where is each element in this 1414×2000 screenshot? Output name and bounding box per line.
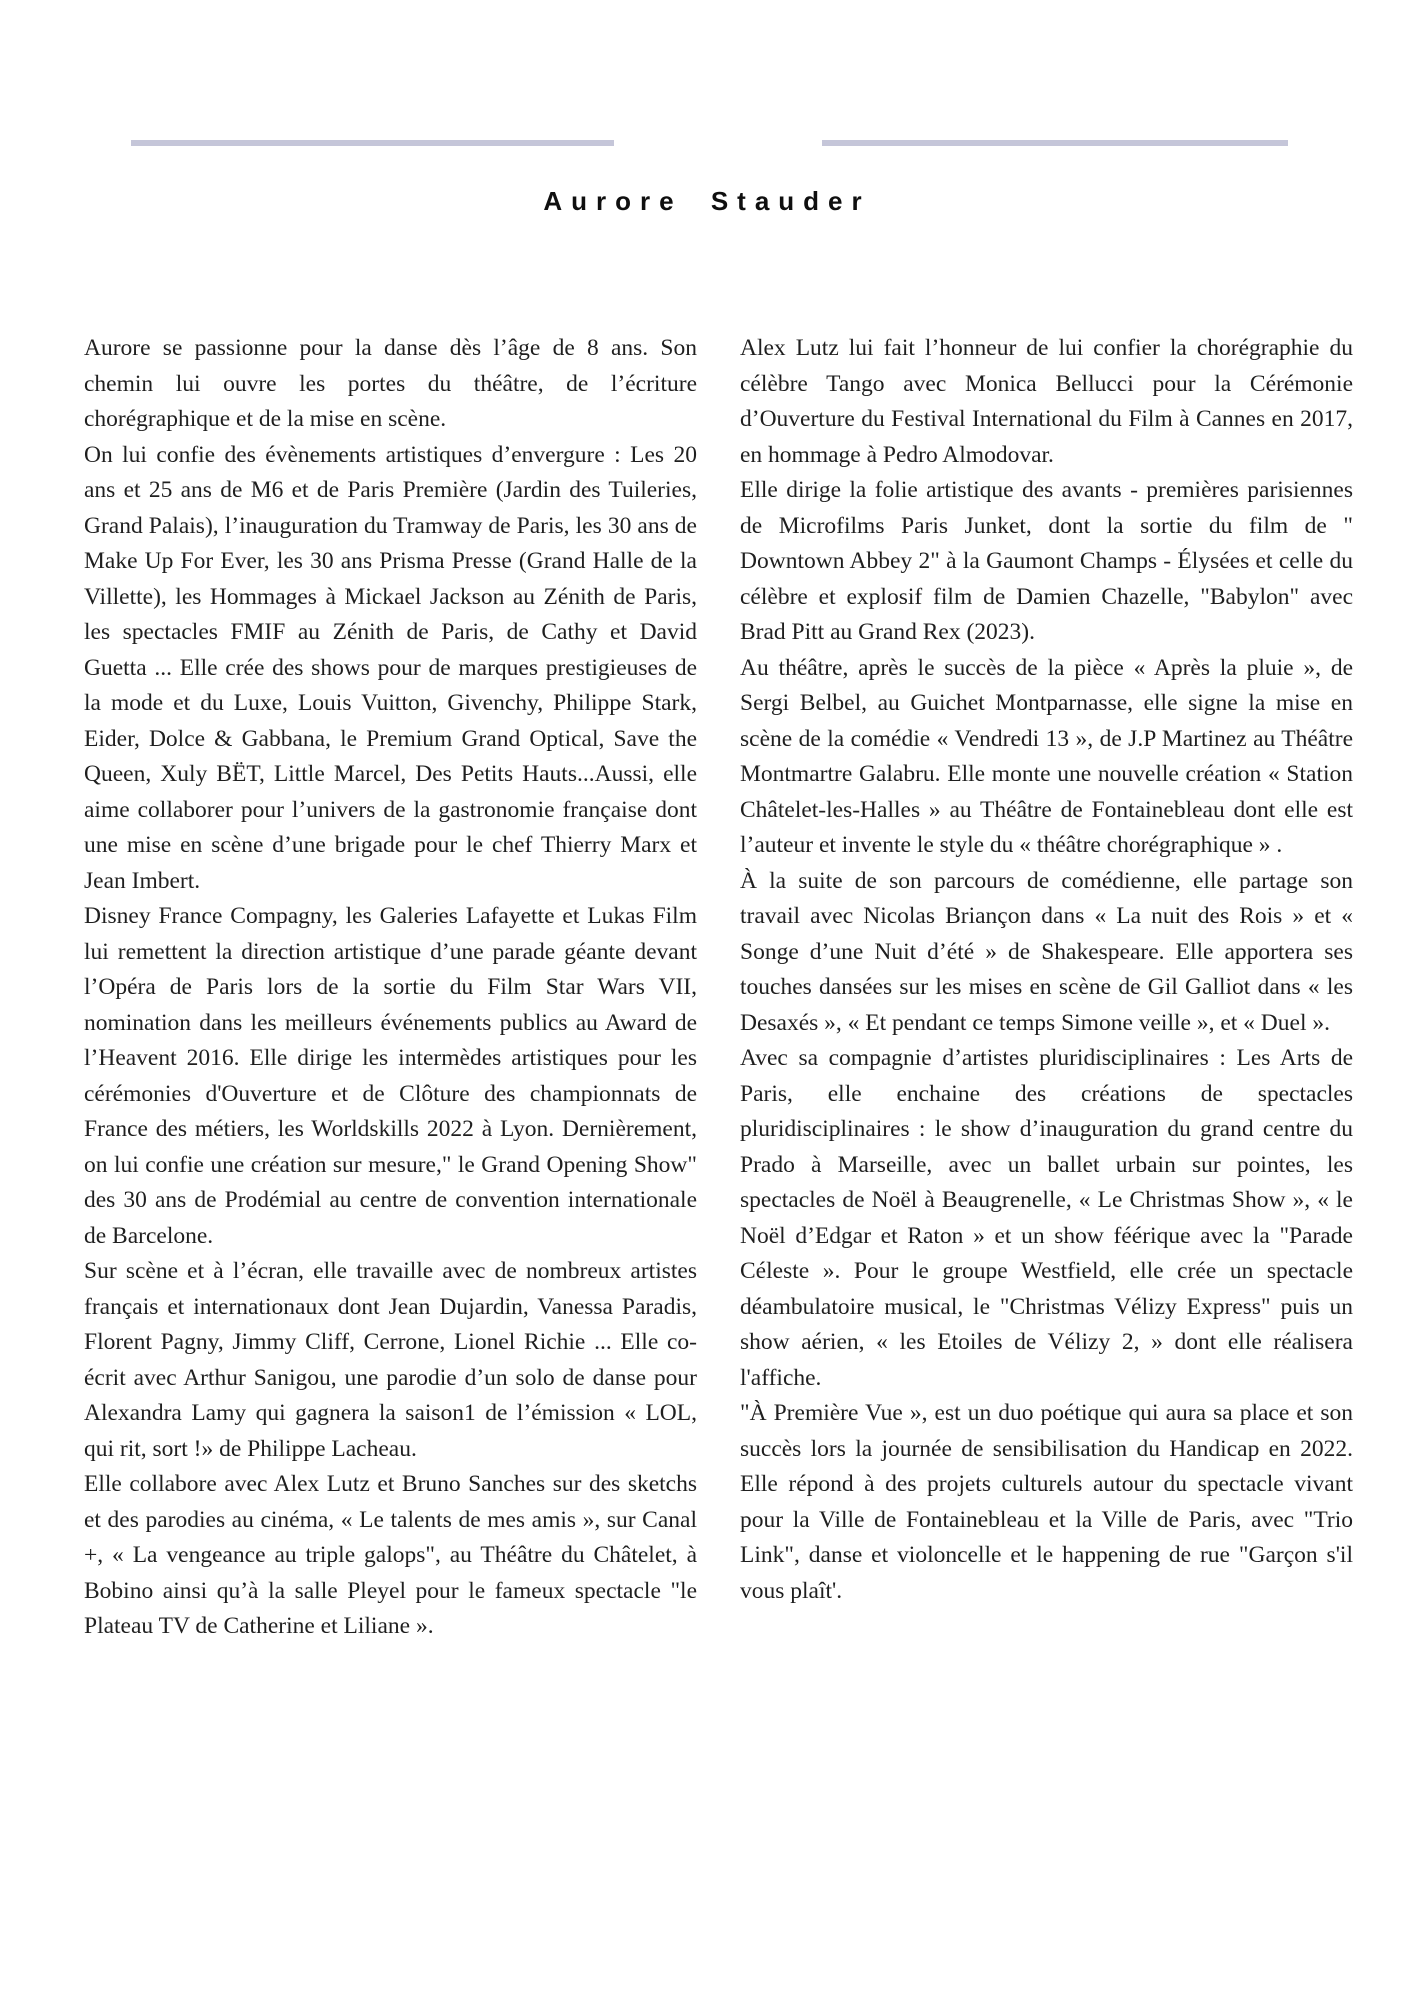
text-columns — [84, 331, 1353, 1645]
paragraph: Alex Lutz lui fait l’honneur de lui confier la chorégraphie du célèbre Tango avec Monica Bellucci pour la Cérémonie d’Ouverture du Festival International du Film à Cannes en 2017, en hommage à Pedro Almodovar. — [740, 335, 1353, 468]
paragraph: Avec sa compagnie d’artistes pluridisciplinaires : Les Arts de Paris, elle enchaine des créations de spectacles pluridisciplinaires : le show d’inauguration du grand centre du Prado à Marseille, avec un ballet urbain sur pointes, les spectacles de Noël à Beaugrenelle, « Le Christmas Show », « le Noël d’Edgar et Raton » et un show féérique avec la "Parade Céleste ». Pour le groupe Westfield, elle crée un spectacle déambulatoire musical, le "Christmas Vélizy Express" puis un show aérien, « les Etoiles de Vélizy 2, » dont elle réalisera l'affiche. — [740, 1045, 1353, 1391]
page-title: Aurore Stauder — [543, 186, 871, 216]
paragraph: Disney France Compagny, les Galeries Lafayette et Lukas Film lui remettent la direction artistique d’une parade géante devant l’Opéra de Paris lors de la sortie du Film Star Wars VII, nomination dans les meilleurs événements publics au Award de l’Heavent 2016. Elle dirige les intermèdes artistiques pour les cérémonies d'Ouverture et de Clôture des championnats de France des métiers, les Worldskills 2022 à Lyon. Dernièrement, on lui confie une création sur mesure," le Grand Opening Show" des 30 ans de Prodémial au centre de convention internationale de Barcelone. — [84, 903, 697, 1249]
paragraph: Elle collabore avec Alex Lutz et Bruno Sanches sur des sketchs et des parodies au cinéma, « Le talents de mes amis », sur Canal +, « La vengeance au triple galops", au Théâtre du Châtelet, à Bobino ainsi qu’à la salle Pleyel pour le fameux spectacle "le Plateau TV de Catherine et Liliane ». — [84, 1471, 697, 1639]
paragraph: On lui confie des évènements artistiques d’envergure : Les 20 ans et 25 ans de M6 et de Paris Première (Jardin des Tuileries, Grand Palais), l’inauguration du Tramway de Paris, les 30 ans de Make Up For Ever, les 30 ans Prisma Presse (Grand Halle de la Villette), les Hommages à Mickael Jackson au Zénith de Paris, les spectacles FMIF au Zénith de Paris, de Cathy et David Guetta ... Elle crée des shows pour de marques prestigieuses de la mode et du Luxe, Louis Vuitton, Givenchy, Philippe Stark, Eider, Dolce & Gabbana, le Premium Grand Optical, Save the Queen, Xuly BËT, Little Marcel, Des Petits Hauts...Aussi, elle aime collaborer pour l’univers de la gastronomie française dont une mise en scène d’une brigade pour le chef Thierry Marx et Jean Imbert. — [84, 441, 697, 894]
paragraph: Sur scène et à l’écran, elle travaille avec de nombreux artistes français et internationaux dont Jean Dujardin, Vanessa Paradis, Florent Pagny, Jimmy Cliff, Cerrone, Lionel Richie ... Elle co- écrit avec Arthur Sanigou, une parodie d’un solo de danse pour Alexandra Lamy qui gagnera la saison1 de l’émission « LOL, qui rit, sort !» de Philippe Lacheau. — [84, 1258, 697, 1462]
paragraph: Elle dirige la folie artistique des avants - premières parisiennes de Microfilms Paris Junket, dont la sortie du film de " Downtown Abbey 2" à la Gaumont Champs - Élysées et celle du célèbre et explosif film de Damien Chazelle, "Babylon" avec Brad Pitt au Grand Rex (2023). — [740, 477, 1353, 645]
paragraph: "À Première Vue », est un duo poétique qui aura sa place et son succès lors la journée de sensibilisation du Handicap en 2022. Elle répond à des projets culturels autour du spectacle vivant pour la Ville de Fontainebleau et la Ville de Paris, avec "Trio Link", danse et violoncelle et le happening de rue "Garçon s'il vous plaît'. — [740, 1400, 1353, 1604]
paragraph: Au théâtre, après le succès de la pièce « Après la pluie », de Sergi Belbel, au Guichet Montparnasse, elle signe la mise en scène de la comédie « Vendredi 13 », de J.P Martinez au Théâtre Montmartre Galabru. Elle monte une nouvelle création « Station Châtelet-les-Halles » au Théâtre de Fontainebleau dont elle est l’auteur et invente le style du « théâtre chorégraphique » . — [740, 654, 1353, 858]
right-column — [740, 331, 1353, 1645]
paragraph: Aurore se passionne pour la danse dès l’âge de 8 ans. Son chemin lui ouvre les portes du théâtre, de l’écriture chorégraphique et de la mise en scène. — [84, 335, 697, 432]
left-column — [84, 331, 697, 1645]
divider-line-right — [822, 140, 1288, 146]
paragraph: À la suite de son parcours de comédienne, elle partage son travail avec Nicolas Briançon dans « La nuit des Rois » et « Songe d’une Nuit d’été » de Shakespeare. Elle apportera ses touches dansées sur les mises en scène de Gil Galliot dans « les Desaxés », « Et pendant ce temps Simone veille », et « Duel ». — [740, 867, 1353, 1036]
divider-line-left — [131, 140, 614, 146]
